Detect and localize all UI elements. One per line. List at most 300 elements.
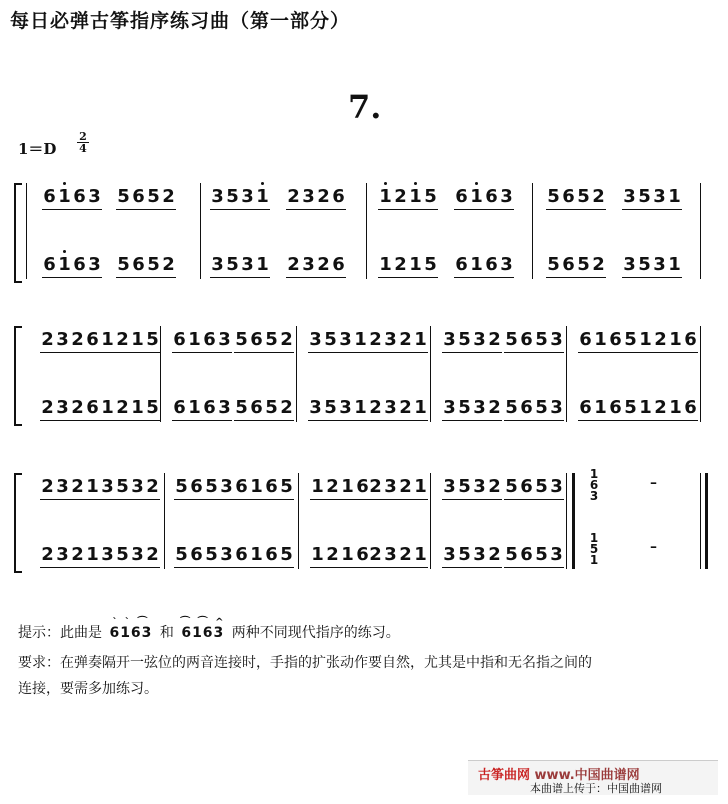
note: 2 <box>326 476 339 497</box>
watermark-upload-note: 本曲谱上传于：中国曲谱网 <box>530 782 662 795</box>
note: 2 <box>488 329 501 350</box>
watermark-brand: 古筝曲网 <box>478 768 531 783</box>
note: 3 <box>131 476 144 497</box>
note-group <box>310 477 370 507</box>
system-bracket <box>14 473 22 573</box>
note: 6 <box>86 397 99 418</box>
note: 1 <box>311 544 324 565</box>
note: 3 <box>473 544 486 565</box>
beam-line <box>210 277 270 278</box>
note: 5 <box>226 254 239 275</box>
note: 2 <box>369 397 382 418</box>
note-group <box>40 398 100 428</box>
barline <box>164 473 165 569</box>
note: 3 <box>309 329 322 350</box>
note: 6 <box>485 186 498 207</box>
note: 3 <box>623 254 636 275</box>
beam-line <box>172 420 232 421</box>
beam-line <box>504 499 564 500</box>
note: 3 <box>500 254 513 275</box>
note: 1 <box>668 254 681 275</box>
note: 5 <box>147 186 160 207</box>
note: 5 <box>147 254 160 275</box>
note: 6 <box>562 254 575 275</box>
note: 5 <box>205 476 218 497</box>
beam-line <box>234 499 294 500</box>
beam-line <box>546 209 606 210</box>
note: 3 <box>56 544 69 565</box>
note: 2 <box>399 544 412 565</box>
note: 3 <box>443 544 456 565</box>
note-group <box>308 330 368 360</box>
note: 5 <box>577 254 590 275</box>
note: 3 <box>653 254 666 275</box>
note: 1 <box>255 187 270 207</box>
note: 6 <box>43 254 56 275</box>
time-signature <box>76 131 90 154</box>
note: 3 <box>241 254 254 275</box>
note-group <box>286 255 346 285</box>
note: 6 <box>250 329 263 350</box>
note: 5 <box>235 329 248 350</box>
note: 1 <box>668 186 681 207</box>
note: 2 <box>394 186 407 207</box>
tip-line <box>18 617 400 642</box>
final-barline-thick <box>705 473 708 569</box>
note: 6 <box>173 397 186 418</box>
note-group <box>454 255 514 285</box>
note: 1 <box>469 187 484 207</box>
note: 6 <box>455 186 468 207</box>
note: 6 <box>609 329 622 350</box>
note: 6 <box>43 186 56 207</box>
note: 2 <box>280 397 293 418</box>
note-group <box>546 187 606 217</box>
beam-line <box>174 499 234 500</box>
note: 1 <box>188 329 201 350</box>
note-group <box>116 187 176 217</box>
note: 3 <box>56 329 69 350</box>
sustain-dash: – <box>650 475 657 491</box>
note-group <box>368 330 428 360</box>
beam-line <box>378 209 438 210</box>
note: 6 <box>250 397 263 418</box>
note-group <box>234 477 294 507</box>
note: 1 <box>409 254 422 275</box>
piece-number: 7. <box>348 88 382 126</box>
note-group <box>504 398 564 428</box>
note: 1 <box>57 255 72 275</box>
beam-line <box>310 499 370 500</box>
watermark-domain: www.中国曲谱网 <box>534 768 640 783</box>
note-group <box>454 187 514 217</box>
note: 2 <box>41 329 54 350</box>
note: 6 <box>190 544 203 565</box>
fingering-marks: ⌒ ⌒ ^ <box>180 617 226 628</box>
note: 3 <box>241 186 254 207</box>
barline <box>700 326 701 422</box>
barline <box>430 326 431 422</box>
note: 6 <box>520 329 533 350</box>
note: 2 <box>369 329 382 350</box>
barline <box>296 326 297 422</box>
note: 5 <box>505 329 518 350</box>
note-group <box>42 187 102 217</box>
note: 5 <box>505 544 518 565</box>
beam-line <box>442 352 502 353</box>
barline <box>366 183 367 279</box>
note: 5 <box>324 329 337 350</box>
fingering-pattern-a: ˋ ˋ ⌒ 6163 <box>106 625 155 641</box>
note: 1 <box>256 254 269 275</box>
note: 5 <box>280 544 293 565</box>
note: 6 <box>132 186 145 207</box>
note: 3 <box>623 186 636 207</box>
requirement-line <box>18 652 592 672</box>
beam-line <box>442 420 502 421</box>
note-group <box>368 545 428 575</box>
note: 5 <box>638 254 651 275</box>
note: 3 <box>473 329 486 350</box>
barline <box>532 183 533 279</box>
note: 6 <box>332 254 345 275</box>
beam-line <box>546 277 606 278</box>
note: 2 <box>654 329 667 350</box>
note-group <box>578 330 638 360</box>
note: 3 <box>443 476 456 497</box>
note: 1 <box>131 397 144 418</box>
note: 1 <box>101 329 114 350</box>
chord-note: 5 <box>589 542 599 556</box>
note: 1 <box>470 254 483 275</box>
note: 6 <box>203 329 216 350</box>
note: 2 <box>592 254 605 275</box>
note: 6 <box>265 476 278 497</box>
beam-line <box>42 209 102 210</box>
note: 6 <box>235 476 248 497</box>
note: 3 <box>218 329 231 350</box>
note: 6 <box>684 329 697 350</box>
note: 3 <box>339 397 352 418</box>
note: 6 <box>173 329 186 350</box>
final-chord-upper <box>588 469 600 502</box>
beam-line <box>40 499 100 500</box>
note: 5 <box>505 397 518 418</box>
note-group <box>210 255 270 285</box>
note: 1 <box>408 187 423 207</box>
note-group <box>504 330 564 360</box>
note: 2 <box>71 476 84 497</box>
note: 3 <box>56 397 69 418</box>
note: 5 <box>280 476 293 497</box>
note: 5 <box>535 476 548 497</box>
note-group <box>210 187 270 217</box>
note: 1 <box>414 397 427 418</box>
note: 6 <box>235 544 248 565</box>
chord-note: 1 <box>589 467 599 481</box>
note: 3 <box>101 476 114 497</box>
beam-line <box>234 567 294 568</box>
note: 2 <box>654 397 667 418</box>
note-group <box>504 477 564 507</box>
note: 2 <box>146 544 159 565</box>
score-system-3 <box>0 465 728 575</box>
beam-line <box>234 420 294 421</box>
note: 2 <box>488 397 501 418</box>
note: 3 <box>88 186 101 207</box>
beam-line <box>308 352 368 353</box>
note: 2 <box>394 254 407 275</box>
note-group <box>378 255 438 285</box>
note: 3 <box>443 329 456 350</box>
note: 1 <box>669 329 682 350</box>
beam-line <box>454 277 514 278</box>
note: 1 <box>594 397 607 418</box>
note-group <box>100 330 160 360</box>
note-group <box>172 330 232 360</box>
note: 2 <box>146 476 159 497</box>
note: 3 <box>473 397 486 418</box>
note: 1 <box>86 544 99 565</box>
fingering-pattern-b: ⌒ ⌒ ^ 6163 <box>178 625 227 641</box>
note: 6 <box>520 476 533 497</box>
beam-line <box>100 352 160 353</box>
note: 2 <box>287 186 300 207</box>
note-group <box>638 398 698 428</box>
note-group <box>100 477 160 507</box>
note: 2 <box>317 186 330 207</box>
beam-line <box>40 567 100 568</box>
note: 5 <box>116 476 129 497</box>
note: 5 <box>265 329 278 350</box>
note: 5 <box>324 397 337 418</box>
note: 6 <box>356 544 369 565</box>
note: 3 <box>101 544 114 565</box>
beam-line <box>286 277 346 278</box>
note: 1 <box>57 187 72 207</box>
note: 5 <box>624 329 637 350</box>
time-sig-bottom: 4 <box>79 142 87 155</box>
beam-line <box>308 420 368 421</box>
final-chord-lower <box>588 533 600 566</box>
note: 3 <box>384 544 397 565</box>
note: 3 <box>220 544 233 565</box>
note: 5 <box>424 254 437 275</box>
note: 3 <box>56 476 69 497</box>
note: 2 <box>162 254 175 275</box>
note: 3 <box>339 329 352 350</box>
beam-line <box>40 420 100 421</box>
beam-line <box>174 567 234 568</box>
beam-line <box>442 567 502 568</box>
note-group <box>442 398 502 428</box>
beam-line <box>100 499 160 500</box>
note: 2 <box>41 476 54 497</box>
note: 5 <box>458 544 471 565</box>
note: 3 <box>550 329 563 350</box>
note: 5 <box>458 397 471 418</box>
note: 1 <box>639 329 652 350</box>
beam-line <box>210 209 270 210</box>
note-group <box>442 330 502 360</box>
beam-line <box>638 352 698 353</box>
beam-line <box>100 420 160 421</box>
note-group <box>442 545 502 575</box>
tip-label: 提示： <box>18 625 60 641</box>
note: 6 <box>562 186 575 207</box>
note: 5 <box>205 544 218 565</box>
beam-line <box>116 209 176 210</box>
note: 2 <box>326 544 339 565</box>
note: 3 <box>384 329 397 350</box>
system-bracket <box>14 326 22 426</box>
note: 1 <box>669 397 682 418</box>
note: 5 <box>535 329 548 350</box>
note: 1 <box>414 476 427 497</box>
note: 3 <box>550 397 563 418</box>
req-line-1: 在弹奏隔开一弦位的两音连接时，手指的扩张动作要自然，尤其是中指和无名指之间的 <box>60 655 592 671</box>
note: 2 <box>369 544 382 565</box>
note: 1 <box>354 397 367 418</box>
note: 3 <box>302 186 315 207</box>
note-group <box>578 398 638 428</box>
note: 5 <box>535 544 548 565</box>
tip-and: 和 <box>159 625 174 641</box>
note-group <box>234 330 294 360</box>
note: 3 <box>384 476 397 497</box>
beam-line <box>368 352 428 353</box>
note: 6 <box>73 254 86 275</box>
note: 3 <box>443 397 456 418</box>
note: 5 <box>577 186 590 207</box>
beam-line <box>504 420 564 421</box>
beam-line <box>40 352 100 353</box>
note-group <box>442 477 502 507</box>
beam-line <box>368 499 428 500</box>
note-group <box>40 477 100 507</box>
note: 6 <box>190 476 203 497</box>
note-group <box>368 398 428 428</box>
note: 2 <box>162 186 175 207</box>
note: 2 <box>71 397 84 418</box>
barline <box>700 183 701 279</box>
note-group <box>546 255 606 285</box>
chord-note: 6 <box>589 478 599 492</box>
final-barline <box>700 473 701 569</box>
note: 5 <box>175 544 188 565</box>
note: 5 <box>505 476 518 497</box>
page-title: 每日必弹古筝指序练习曲（第一部分） <box>10 10 351 32</box>
note: 2 <box>71 544 84 565</box>
note: 2 <box>41 397 54 418</box>
beam-line <box>578 352 638 353</box>
beam-line <box>368 420 428 421</box>
note: 5 <box>226 186 239 207</box>
note: 6 <box>356 476 369 497</box>
note: 6 <box>579 397 592 418</box>
note: 2 <box>287 254 300 275</box>
beam-line <box>172 352 232 353</box>
note: 5 <box>458 329 471 350</box>
barline <box>160 326 161 422</box>
beam-line <box>42 277 102 278</box>
note-group <box>308 398 368 428</box>
note-group <box>172 398 232 428</box>
note: 1 <box>354 329 367 350</box>
note: 3 <box>309 397 322 418</box>
note: 6 <box>520 544 533 565</box>
note: 6 <box>579 329 592 350</box>
note: 3 <box>550 544 563 565</box>
note: 5 <box>624 397 637 418</box>
note: 6 <box>332 186 345 207</box>
note: 3 <box>653 186 666 207</box>
chord-note: 1 <box>589 531 599 545</box>
note: 3 <box>88 254 101 275</box>
note-group <box>40 330 100 360</box>
note: 1 <box>414 544 427 565</box>
barline <box>200 183 201 279</box>
note: 1 <box>594 329 607 350</box>
score-system-2 <box>0 318 728 428</box>
note: 1 <box>341 476 354 497</box>
note: 5 <box>235 397 248 418</box>
beam-line <box>454 209 514 210</box>
note: 6 <box>455 254 468 275</box>
note: 2 <box>317 254 330 275</box>
chord-note: 1 <box>589 553 599 567</box>
barline <box>566 473 567 569</box>
note-group <box>368 477 428 507</box>
note: 2 <box>280 329 293 350</box>
note: 2 <box>41 544 54 565</box>
beam-line <box>378 277 438 278</box>
note: 2 <box>488 476 501 497</box>
note-group <box>234 398 294 428</box>
note-group <box>310 545 370 575</box>
barline <box>26 183 27 279</box>
note-group <box>100 398 160 428</box>
note-group <box>174 545 234 575</box>
note: 3 <box>500 186 513 207</box>
beam-line <box>116 277 176 278</box>
note: 5 <box>117 186 130 207</box>
requirement-line-2: 连接，要需多加练习。 <box>18 681 158 697</box>
req-label: 要求： <box>18 655 60 671</box>
note: 3 <box>211 186 224 207</box>
note: 6 <box>203 397 216 418</box>
beam-line <box>368 567 428 568</box>
note: 1 <box>250 544 263 565</box>
note-group <box>286 187 346 217</box>
note: 1 <box>188 397 201 418</box>
beam-line <box>310 567 370 568</box>
beam-line <box>622 277 682 278</box>
note: 1 <box>341 544 354 565</box>
note: 2 <box>369 476 382 497</box>
note-group <box>40 545 100 575</box>
note: 5 <box>146 397 159 418</box>
time-sig-top: 2 <box>79 130 87 143</box>
note-group <box>174 477 234 507</box>
note: 5 <box>547 254 560 275</box>
note: 5 <box>638 186 651 207</box>
note: 3 <box>302 254 315 275</box>
note: 6 <box>520 397 533 418</box>
note: 2 <box>116 397 129 418</box>
note: 3 <box>220 476 233 497</box>
note: 5 <box>175 476 188 497</box>
